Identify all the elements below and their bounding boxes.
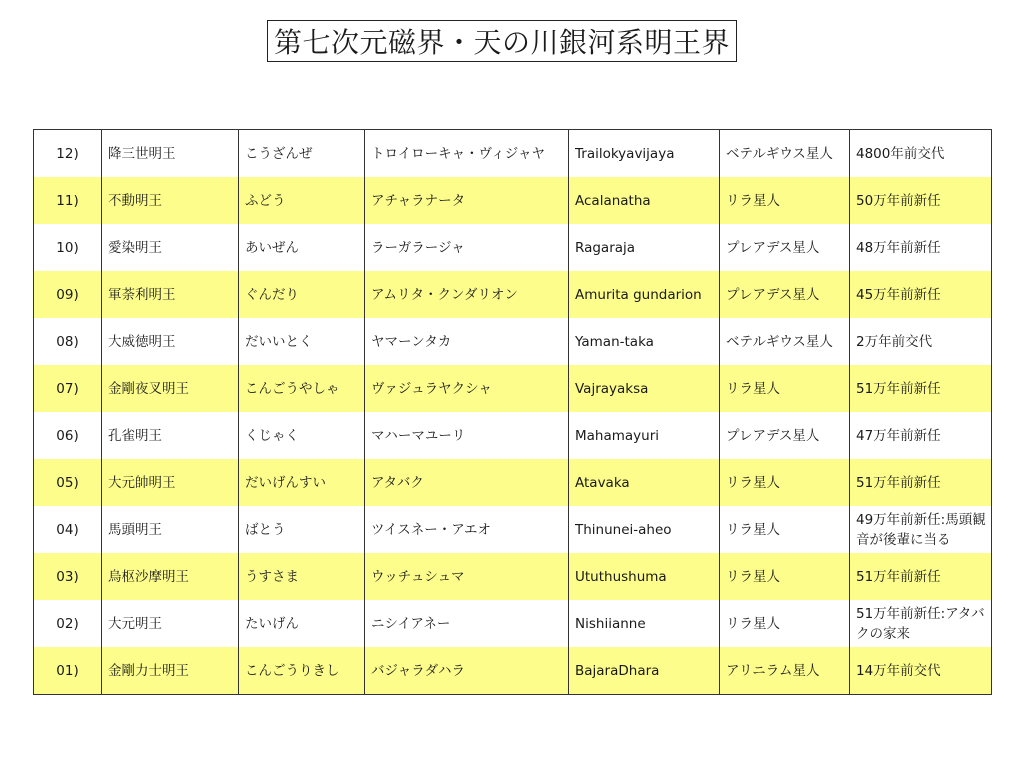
hiragana-reading: ぐんだり — [239, 271, 365, 318]
tenure-note: 47万年前新任 — [850, 412, 992, 459]
romanized-name: Trailokyavijaya — [569, 130, 720, 178]
katakana-name: ラーガラージャ — [365, 224, 569, 271]
row-number: 10) — [34, 224, 102, 271]
star-origin: リラ星人 — [720, 506, 850, 553]
table-row — [34, 412, 992, 459]
deity-name: 大元明王 — [102, 600, 239, 647]
row-number: 11) — [34, 177, 102, 224]
star-origin: プレアデス星人 — [720, 412, 850, 459]
row-number: 01) — [34, 647, 102, 695]
star-origin: プレアデス星人 — [720, 224, 850, 271]
romanized-name: Ragaraja — [569, 224, 720, 271]
tenure-note: 51万年前新任 — [850, 365, 992, 412]
romanized-name: Thinunei-aheo — [569, 506, 720, 553]
tenure-note: 51万年前新任 — [850, 459, 992, 506]
table-row — [34, 506, 992, 553]
deity-name: 馬頭明王 — [102, 506, 239, 553]
table-row — [34, 177, 992, 224]
deity-name: 金剛力士明王 — [102, 647, 239, 695]
deity-name: 愛染明王 — [102, 224, 239, 271]
hiragana-reading: ばとう — [239, 506, 365, 553]
star-origin: リラ星人 — [720, 553, 850, 600]
tenure-note: 50万年前新任 — [850, 177, 992, 224]
table-row — [34, 459, 992, 506]
star-origin: アリニラム星人 — [720, 647, 850, 695]
katakana-name: マハーマユーリ — [365, 412, 569, 459]
romanized-name: BajaraDhara — [569, 647, 720, 695]
deity-name: 金剛夜叉明王 — [102, 365, 239, 412]
romanized-name: Nishiianne — [569, 600, 720, 647]
table-row — [34, 318, 992, 365]
row-number: 05) — [34, 459, 102, 506]
page-title: 第七次元磁界・天の川銀河系明王界 — [267, 20, 737, 62]
tenure-note: 2万年前交代 — [850, 318, 992, 365]
star-origin: プレアデス星人 — [720, 271, 850, 318]
romanized-name: Mahamayuri — [569, 412, 720, 459]
katakana-name: ウッチュシュマ — [365, 553, 569, 600]
romanized-name: Ututhushuma — [569, 553, 720, 600]
row-number: 04) — [34, 506, 102, 553]
table-row — [34, 130, 992, 178]
hiragana-reading: だいいとく — [239, 318, 365, 365]
katakana-name: バジャラダハラ — [365, 647, 569, 695]
row-number: 08) — [34, 318, 102, 365]
katakana-name: ツイスネー・アエオ — [365, 506, 569, 553]
deity-name: 降三世明王 — [102, 130, 239, 178]
table-row — [34, 600, 992, 647]
star-origin: リラ星人 — [720, 459, 850, 506]
tenure-note: 51万年前新任 — [850, 553, 992, 600]
row-number: 06) — [34, 412, 102, 459]
deity-name: 孔雀明王 — [102, 412, 239, 459]
romanized-name: Yaman-taka — [569, 318, 720, 365]
deity-name: 不動明王 — [102, 177, 239, 224]
hiragana-reading: うすさま — [239, 553, 365, 600]
hiragana-reading: こうざんぜ — [239, 130, 365, 178]
row-number: 12) — [34, 130, 102, 178]
hiragana-reading: ふどう — [239, 177, 365, 224]
deity-name: 大威徳明王 — [102, 318, 239, 365]
romanized-name: Vajrayaksa — [569, 365, 720, 412]
katakana-name: アムリタ・クンダリオン — [365, 271, 569, 318]
hiragana-reading: くじゃく — [239, 412, 365, 459]
hiragana-reading: だいげんすい — [239, 459, 365, 506]
table-body — [34, 130, 992, 695]
tenure-note: 48万年前新任 — [850, 224, 992, 271]
star-origin: ベテルギウス星人 — [720, 130, 850, 178]
tenure-note: 51万年前新任:アタバクの家来 — [850, 600, 992, 647]
katakana-name: アタバク — [365, 459, 569, 506]
romanized-name: Amurita gundarion — [569, 271, 720, 318]
table-row — [34, 271, 992, 318]
row-number: 09) — [34, 271, 102, 318]
star-origin: リラ星人 — [720, 177, 850, 224]
table-row — [34, 224, 992, 271]
tenure-note: 45万年前新任 — [850, 271, 992, 318]
deity-name: 軍荼利明王 — [102, 271, 239, 318]
tenure-note: 49万年前新任:馬頭観音が後輩に当る — [850, 506, 992, 553]
hiragana-reading: たいげん — [239, 600, 365, 647]
table-row — [34, 365, 992, 412]
star-origin: リラ星人 — [720, 365, 850, 412]
table-row — [34, 553, 992, 600]
star-origin: ベテルギウス星人 — [720, 318, 850, 365]
hiragana-reading: あいぜん — [239, 224, 365, 271]
romanized-name: Acalanatha — [569, 177, 720, 224]
katakana-name: アチャラナータ — [365, 177, 569, 224]
tenure-note: 14万年前交代 — [850, 647, 992, 695]
row-number: 07) — [34, 365, 102, 412]
tenure-note: 4800年前交代 — [850, 130, 992, 178]
katakana-name: ニシイアネー — [365, 600, 569, 647]
deity-name: 大元帥明王 — [102, 459, 239, 506]
table-row — [34, 647, 992, 695]
row-number: 02) — [34, 600, 102, 647]
katakana-name: ヴァジュラヤクシャ — [365, 365, 569, 412]
hiragana-reading: こんごうりきし — [239, 647, 365, 695]
katakana-name: トロイローキャ・ヴィジャヤ — [365, 130, 569, 178]
deity-name: 烏枢沙摩明王 — [102, 553, 239, 600]
hiragana-reading: こんごうやしゃ — [239, 365, 365, 412]
romanized-name: Atavaka — [569, 459, 720, 506]
katakana-name: ヤマーンタカ — [365, 318, 569, 365]
myoo-table — [33, 129, 992, 695]
row-number: 03) — [34, 553, 102, 600]
star-origin: リラ星人 — [720, 600, 850, 647]
